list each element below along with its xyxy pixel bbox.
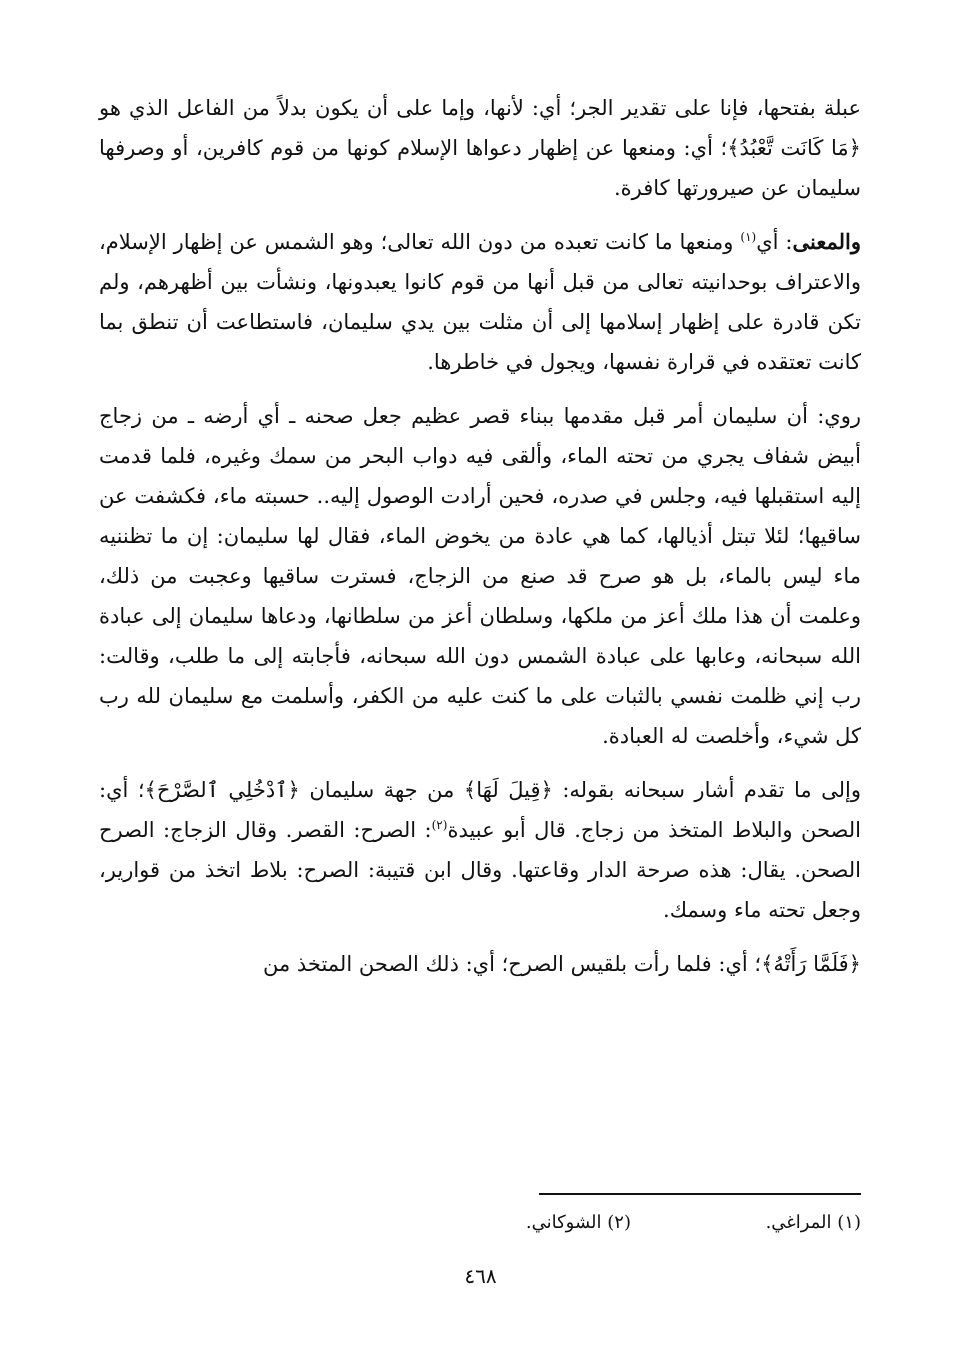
paragraph-2-lead: والمعنى bbox=[792, 229, 861, 254]
paragraph-4-text-b: : الصرح: القصر. وقال الزجاج: الصرح الصحن. يقال: هذه صرحة الدار وقاعتها. وقال ابن قتيبة: الصرح: بلاط اتخذ من قوارير، وجعل تحته ماء وسمك. bbox=[99, 818, 861, 922]
footnote-2-text: الشوكاني. bbox=[525, 1212, 602, 1233]
paragraph-5-text: ﴿فَلَمَّا رَأَتْهُ﴾؛ أي: فلما رأت بلقيس الصرح؛ أي: ذلك الصحن المتخذ من bbox=[262, 952, 861, 976]
paragraph-2 bbox=[99, 222, 861, 382]
paragraph-3-text: روي: أن سليمان أمر قبل مقدمها ببناء قصر عظيم جعل صحنه ـ أي أرضه ـ من زجاج أبيض شفاف يجري من تحته الماء، وألقى فيه دواب البحر من سمك وغيره، فلما قدمت إليه استقبلها فيه، وجلس في صدره، فحين أرادت الوصول إليه.. حسبته ماء، فكشفت عن ساقيها؛ لئلا تبتل أذيالها، كما هي عادة من يخوض الماء، فقال لها سليمان: إن ما تظننيه ماء ليس بالماء، بل هو صرح قد صنع من الزجاج، فسترت ساقيها وعجبت من ذلك، وعلمت أن هذا ملك أعز من ملكها، وسلطان أعز من سلطانها، ودعاها سليمان إلى عبادة الله سبحانه، وعابها على عبادة الشمس دون الله سبحانه، فأجابته إلى ما طلب، وقالت: رب إني ظلمت نفسي بالثبات على ما كنت عليه من الكفر، وأسلمت مع سليمان لله رب كل شيء، وأخلصت له العبادة. bbox=[99, 404, 861, 748]
paragraph-1 bbox=[99, 88, 861, 208]
footnote-2 bbox=[421, 1208, 631, 1238]
paragraph-1-text: عبلة بفتحها، فإنا على تقدير الجر؛ أي: لأنها، وإما على أن يكون بدلاً من الفاعل الذي هو ﴿مَا كَانَت تَّعْبُدُ﴾؛ أي: ومنعها عن إظهار دعواها الإسلام كونها من قوم كافرين، أو وصرفها سليمان عن صيرورتها كافرة. bbox=[99, 96, 861, 200]
paragraph-2-after-lead: : أي bbox=[756, 230, 793, 254]
paragraph-2-text: ومنعها ما كانت تعبده من دون الله تعالى؛ وهو الشمس عن إظهار الإسلام، والاعتراف بوحدانيته تعالى من قبل أنها من قوم كانوا يعبدونها، ونشأت بين أظهرهم، ولم تكن قادرة على إظهار إسلامها إلى أن مثلت بين يدي سليمان، فاستطاعت أن تنطق بما كانت تعتقده في قرارة نفسها، ويجول في خاطرها. bbox=[99, 230, 861, 374]
paragraph-5 bbox=[99, 944, 861, 984]
paragraph-4 bbox=[99, 770, 861, 930]
footnote-1-number: (١) bbox=[837, 1212, 861, 1233]
page-number: ٤٦٨ bbox=[464, 1264, 497, 1288]
paragraph-3 bbox=[99, 396, 861, 756]
footnote-1 bbox=[651, 1208, 861, 1238]
footnote-1-text: المراغي. bbox=[765, 1212, 832, 1233]
footnotes bbox=[99, 1208, 861, 1238]
footnote-ref-2[interactable]: (٢) bbox=[431, 818, 448, 832]
page-body bbox=[99, 88, 861, 984]
footnote-ref-1[interactable]: (١) bbox=[740, 230, 757, 244]
footnote-2-number: (٢) bbox=[607, 1212, 631, 1233]
footnote-divider bbox=[539, 1193, 861, 1195]
paragraph-4-text-a: وإلى ما تقدم أشار سبحانه بقوله: ﴿قِيلَ لَهَا﴾ من جهة سليمان ﴿ٱدْخُلِي ٱلصَّرْحَ﴾؛ أي: الصحن والبلاط المتخذ من زجاج. قال أبو عبيدة bbox=[99, 778, 861, 842]
